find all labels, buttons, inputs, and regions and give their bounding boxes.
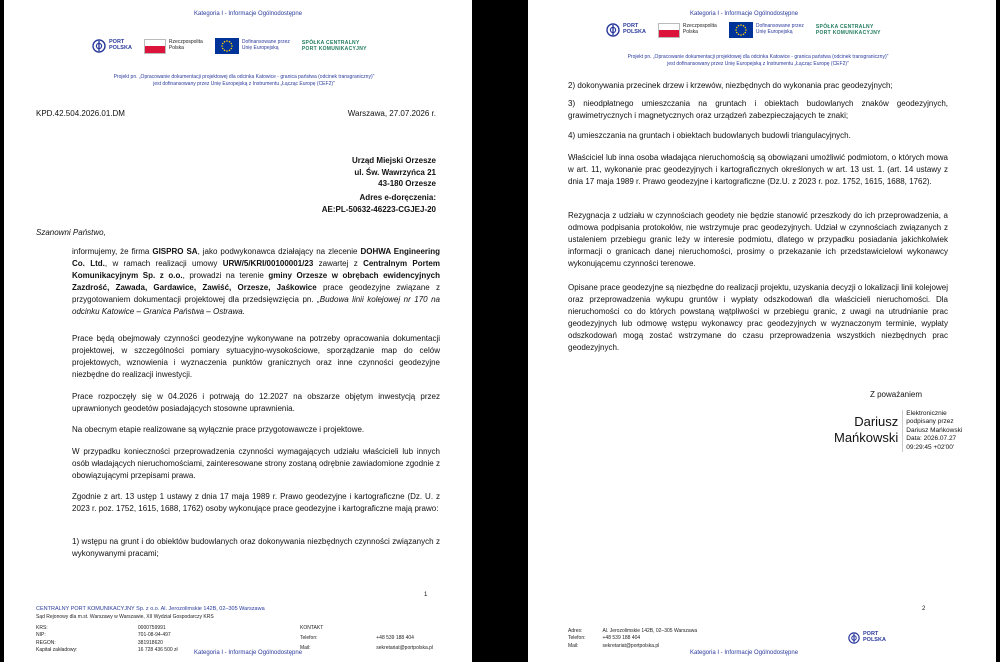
footer-row: REGON: 381918620 — [36, 639, 163, 646]
signature-block — [834, 410, 962, 452]
list-item-3: 3) nieodpłatnego umieszczania na gruntach i obiektach budowlanych znaków geodezyjnych, grawimetrycznych i magnetycznych oraz urządzeń zabezpieczających te znaki; — [568, 99, 948, 120]
classification-label: Kategoria I - Informacje Ogólnodostępne — [690, 650, 799, 656]
footer-mail: sekretariat@portpolska.pl — [602, 642, 660, 649]
header-logos — [606, 22, 893, 38]
classification-label: Kategoria I - Informacje Ogólnodostępne — [690, 11, 799, 17]
spk-logo-line2: PORT KOMUNIKACYJNY — [301, 46, 367, 52]
port-logo-line1: PORT — [623, 23, 639, 30]
e-delivery-label: Adres e-doręczenia: — [359, 193, 436, 202]
eu-logo — [215, 38, 290, 54]
port-polska-icon — [606, 23, 620, 37]
list-item-2: 2) dokonywania przecinek drzew i krzewów, niezbędnych do wykonania prac geodezyjnych; — [568, 81, 893, 90]
spk-logo-line2: PORT KOMUNIKACYJNY — [815, 30, 881, 36]
paragraph-owner-duty: Właściciel lub inna osoba władająca nieruchomością są obowiązani umożliwić podmiotom, o których mowa w art. 11, wykonanie prac geodezyjnych i kartograficznych określonych w art. 13 ust. 1. (art. 14 ustawy z dnia 17 maja 1989 r. Prawo geodezyjne i kartograficzne (Dz.U. z 2023 r. poz. 1752, 1615, 1688, 1762). — [568, 153, 948, 186]
place-date: Warszawa, 27.07.2026 r. — [347, 109, 436, 118]
footer-port-logo: PORT POLSKA — [848, 632, 886, 644]
signer-first-name: Dariusz — [854, 414, 899, 429]
paragraph-consequences: Opisane prace geodezyjne są niezbędne do realizacji projektu, uzyskania decyzji o lokalizacji linii kolejowej oraz przeprowadzenia wykupu gruntów i wypłaty odszkodowań dla właścicieli nieruchomości. Dla nieruchomości co do których powstaną wątpliwości w przebiegu granic, z uwagi na utrudnianie prac geodezyjnych lub odmowę wstępu wykonawcy prac geodezyjnych w wyznaczonym terminie, wypłaty odszkodowań mogą zostać wstrzymane do czasu przeprowadzenia wszystkich niezbędnych prac geodezyjnych. — [568, 283, 948, 352]
footer-row: KRS: 0000759991 — [36, 625, 166, 632]
footer-contact-table: KONTAKT Telefon: +48 539 188 404 Mail: sekretariat@portpolska.pl — [300, 625, 436, 654]
page-number: 1 — [424, 592, 428, 598]
polish-flag-icon — [658, 23, 680, 38]
rp-logo-line2: Polska — [168, 45, 184, 51]
greeting: Szanowni Państwo, — [36, 228, 106, 237]
footer-address: Al. Jerozolimskie 142B, 02–305 Warszawa — [602, 628, 698, 634]
rzeczpospolita-logo — [144, 39, 203, 54]
project-line1: Projekt pn. „Opracowanie dokumentacji projektowej dla odcinka Katowice - granica państwa (odcinek transgraniczny)" — [627, 54, 889, 60]
page-footer — [568, 628, 968, 650]
list-item-4: 4) umieszczania na gruntach i obiektach budowlanych budowli triangulacyjnych. — [568, 131, 851, 140]
e-delivery-value: AE:PL-50632-46223-CGJEJ-20 — [321, 204, 436, 214]
eu-logo-line1: Dofinansowane przez — [755, 23, 804, 30]
project-info — [558, 54, 958, 68]
polish-flag-icon — [144, 39, 166, 54]
port-polska-icon — [848, 632, 860, 644]
port-polska-logo — [92, 39, 132, 53]
paragraph-intro: informujemy, że firma GISPRO SA, jako podwykonawca działający na zlecenie DOHWA Engineering Co. Ltd., w ramach realizacji umowy URW/5/KRI/00100001/23 zawartej z Centralnym Portem Komunikacyjnym Sp. z o.o., prowadzi na terenie gminy Orzesze w obrębach ewidencyjnych Zazdrość, Zawada, Gardawice, Zawiść, Orzesze, Jaśkowice prace geodezyjne związane z przygotowaniem dokumentacji projektowej dla przedsięwzięcia pn. „Budowa linii kolejowej nr 170 na odcinku Katowice – Granica Państwa – Ostrawa. — [72, 247, 441, 316]
recipient-line: Urząd Miejski Orzesze — [351, 156, 436, 165]
footer-row: NIP: 701-08-94-497 — [36, 632, 171, 639]
port-polska-icon — [92, 39, 106, 53]
paragraph-legal: Zgodnie z art. 13 ustęp 1 ustawy z dnia 17 maja 1989 r. Prawo geodezyjne i kartograficzne (Dz. U. z 2023 r. poz. 1752, 1615, 1688, 1762) osoby wykonujące prace geodezyjne i kartograficzne mają prawo: — [72, 492, 440, 513]
footer-row: Kapitał zakładowy: 16 728 436 500 zł — [36, 646, 178, 653]
project-line1: Projekt pn. „Opracowanie dokumentacji projektowej dla odcinka Katowice - granica państwa (odcinek transgraniczny)" — [113, 74, 375, 80]
page-footer — [36, 606, 446, 654]
signer-last-name: Mańkowski — [834, 429, 899, 445]
eu-logo — [729, 22, 804, 38]
footer-phone: +48 539 188 404 — [376, 634, 414, 641]
eu-logo-line1: Dofinansowane przez — [241, 39, 290, 46]
footer-company: CENTRALNY PORT KOMUNIKACYJNY Sp. z o.o. Al. Jerozolimskie 142B, 02–305 Warszawa — [36, 606, 265, 612]
e-delivery-address — [322, 192, 436, 215]
paragraph-notice: W przypadku konieczności przeprowadzenia czynności wymagających udziału właścicieli lub innych osób władających nieruchomościami, zainteresowane strony zostaną odrębnie zawiadomione zgodnie z obowiązującymi przepisami prawa. — [72, 447, 440, 480]
eu-logo-line2: Unię Europejską — [241, 45, 279, 51]
project-line2: jest dofinansowany przez Unię Europejską z Instrumentu „Łącząc Europę (CEF2)" — [153, 80, 335, 87]
footer-court: Sąd Rejonowy dla m.st. Warszawy w Warszawie, XII Wydział Gospodarczy KRS — [36, 613, 214, 620]
rzeczpospolita-logo — [658, 23, 717, 38]
document-page-1 — [4, 0, 472, 662]
recipient-line: ul. Św. Wawrzyńca 21 — [354, 167, 436, 177]
port-logo-line2: POLSKA — [109, 45, 132, 51]
list-item-1: 1) wstępu na grunt i do obiektów budowlanych oraz dokonywania niezbędnych czynności związanych z wykonywanymi pracami; — [72, 537, 440, 558]
header-logos — [92, 38, 379, 54]
spk-logo-line1: SPÓŁKA CENTRALNY — [301, 40, 360, 46]
footer-contact-title: KONTAKT — [300, 625, 324, 632]
paragraph-scope: Prace będą obejmowały czynności geodezyjne wykonywane na potrzeby opracowania dokumentacji projektowej, w szczególności pomiary sytuacyjno-wysokościowe, sporządzanie map do celów projektowych, wznowienia i wyznaczenia punktów granicznych oraz inne czynności geodezyjne niezbędne do realizacji inwestycji. — [72, 334, 440, 379]
signature-metadata: Elektronicznie podpisany przez Dariusz Mańkowski Data: 2026.07.27 09:29:45 +02'00' — [902, 410, 962, 452]
reference-number: KPD.42.504.2026.01.DM — [36, 109, 125, 118]
paragraph-participation: Rezygnacja z udziału w czynnościach geodety nie będzie stanowić przeszkody do ich przeprowadzenia, a odmowa podpisania protokołów, nie wstrzymuje prac geodezyjnych. Udział w czynnościach związanych z ustaleniem przebiegu granic leży w interesie podmiotu, dlatego w przypadku posiadania jakichkolwiek informacji o granicach danej nieruchomości, prosimy o przekazanie ich przedstawicielowi wykonawcy wykonującemu czynności terenowe. — [568, 211, 948, 268]
classification-label: Kategoria I - Informacje Ogólnodostępne — [194, 11, 303, 17]
rp-logo-line2: Polska — [682, 29, 698, 35]
closing-phrase: Z poważaniem — [870, 390, 923, 399]
footer-contact-table: Adres: Al. Jerozolimskie 142B, 02–305 Warszawa Telefon: +48 539 188 404 Mail: sekretariat@portpolska.pl — [568, 628, 700, 650]
document-page-2 — [528, 0, 996, 662]
port-logo-line2: POLSKA — [623, 29, 646, 35]
recipient-line: 43-180 Orzesze — [378, 179, 436, 189]
spk-logo — [302, 40, 367, 52]
port-polska-logo — [606, 23, 646, 37]
eu-flag-icon — [729, 22, 753, 38]
classification-label: Kategoria I - Informacje Ogólnodostępne — [194, 650, 303, 656]
eu-flag-icon — [215, 38, 239, 54]
spk-logo — [816, 24, 881, 36]
rp-logo-line1: Rzeczpospolita — [168, 39, 203, 46]
port-logo-line1: PORT — [109, 39, 125, 46]
spk-logo-line1: SPÓŁKA CENTRALNY — [815, 24, 874, 30]
project-info — [44, 74, 444, 88]
rp-logo-line1: Rzeczpospolita — [682, 23, 717, 30]
paragraph-stage: Na obecnym etapie realizowane są wyłącznie prace przygotowawcze i projektowe. — [72, 425, 365, 434]
recipient-address — [352, 155, 436, 190]
paragraph-dates: Prace rozpoczęły się w 04.2026 i potrwają do 12.2027 na obszarze objętym inwestycją przez uprawnionych geodetów posiadających stosowne uprawnienia. — [72, 392, 440, 413]
eu-logo-line2: Unię Europejską — [755, 29, 793, 35]
project-line2: jest dofinansowany przez Unię Europejską z Instrumentu „Łącząc Europę (CEF2)" — [667, 60, 849, 67]
footer-phone: +48 539 188 404 — [602, 635, 641, 642]
footer-mail: sekretariat@portpolska.pl — [376, 644, 434, 651]
page-number: 2 — [922, 606, 926, 612]
